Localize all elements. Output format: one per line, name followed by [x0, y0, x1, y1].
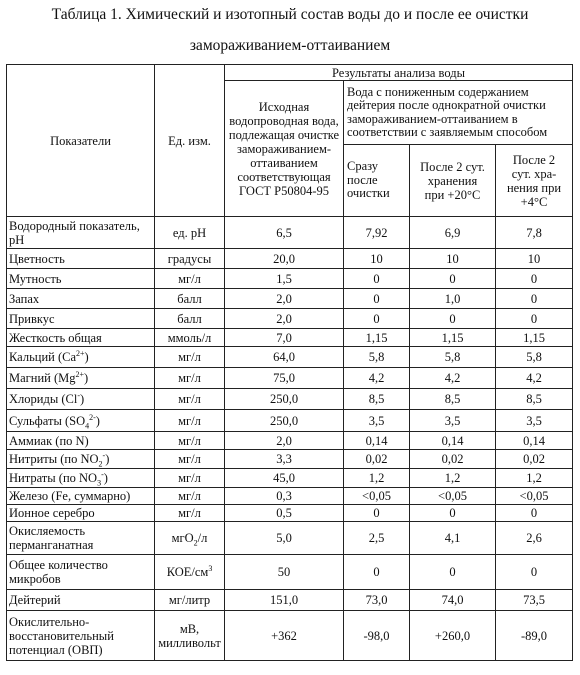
table-row	[7, 389, 573, 410]
after-2-days-4-header: После 2 сут. хра- нения при +4°С	[496, 145, 573, 217]
row-unit: балл	[155, 289, 225, 309]
cell-value: 20,0	[225, 249, 344, 269]
row-indicator: Жесткость общая	[7, 329, 155, 347]
row-unit: мг/л	[155, 269, 225, 289]
row-indicator: Дейтерий	[7, 590, 155, 611]
cell-value: 3,3	[225, 450, 344, 469]
cell-value: 4,2	[496, 368, 573, 389]
cell-value: 0,5	[225, 505, 344, 522]
table-row	[7, 611, 573, 661]
row-indicator: Сульфаты $(SO_4^{2-})$	[7, 410, 155, 432]
cell-value: 1,0	[410, 289, 496, 309]
cell-value: 50	[225, 555, 344, 590]
cell-value: 4,2	[344, 368, 410, 389]
row-unit: мг/л	[155, 450, 225, 469]
table-row	[7, 432, 573, 450]
row-unit: мВ, милливольт	[155, 611, 225, 661]
cell-value: 0	[410, 555, 496, 590]
cell-value: 1,15	[496, 329, 573, 347]
cell-value: 74,0	[410, 590, 496, 611]
cell-value: 0	[344, 269, 410, 289]
row-unit: мгО$_2$/л	[155, 522, 225, 555]
table-row	[7, 469, 573, 488]
cell-value: 250,0	[225, 389, 344, 410]
row-unit: мг/л	[155, 488, 225, 505]
row-unit: градусы	[155, 249, 225, 269]
cell-value: 0,14	[344, 432, 410, 450]
cell-value: 2,0	[225, 289, 344, 309]
cell-value: 0	[410, 309, 496, 329]
cell-value: 64,0	[225, 347, 344, 368]
table-row	[7, 289, 573, 309]
row-unit: балл	[155, 309, 225, 329]
row-unit: мг/л	[155, 469, 225, 488]
row-unit: мг/литр	[155, 590, 225, 611]
cell-value: 73,0	[344, 590, 410, 611]
cell-value: 0	[344, 505, 410, 522]
source-water-header: Исходная водопроводная вода, подлежащая очистке замораживанием-оттаиванием соответствующая ГОСТ Р50804-95	[225, 81, 344, 217]
table-row	[7, 217, 573, 249]
cell-value: 45,0	[225, 469, 344, 488]
cell-value: 6,5	[225, 217, 344, 249]
cell-value: 5,8	[344, 347, 410, 368]
table-row	[7, 488, 573, 505]
cell-value: 8,5	[496, 389, 573, 410]
row-unit: мг/л	[155, 368, 225, 389]
row-indicator: Ионное серебро	[7, 505, 155, 522]
cell-value: 4,1	[410, 522, 496, 555]
row-indicator: Общее количество микробов	[7, 555, 155, 590]
row-unit: мг/л	[155, 347, 225, 368]
cell-value: 2,5	[344, 522, 410, 555]
cell-value: 6,9	[410, 217, 496, 249]
cell-value: 8,5	[410, 389, 496, 410]
cell-value: 151,0	[225, 590, 344, 611]
row-indicator: Нитраты (по $NO_3^-$)	[7, 469, 155, 488]
cell-value: 4,2	[410, 368, 496, 389]
cell-value: 0,02	[496, 450, 573, 469]
row-indicator: Нитриты (по $NO_2^-$)	[7, 450, 155, 469]
row-indicator: Кальций $(Ca^{2+})$	[7, 347, 155, 368]
cell-value: 2,0	[225, 309, 344, 329]
cell-value: 3,5	[410, 410, 496, 432]
cell-value: 0	[410, 505, 496, 522]
row-unit: мг/л	[155, 432, 225, 450]
cell-value: 0,14	[410, 432, 496, 450]
row-unit: мг/л	[155, 505, 225, 522]
table-row	[7, 590, 573, 611]
cell-value: 1,15	[410, 329, 496, 347]
cell-value: 3,5	[344, 410, 410, 432]
table-row	[7, 522, 573, 555]
cell-value: 0,02	[410, 450, 496, 469]
cell-value: 0	[344, 309, 410, 329]
row-indicator: Окислительно-восстановительный потенциал (ОВП)	[7, 611, 155, 661]
row-indicator: Аммиак (по N)	[7, 432, 155, 450]
table-row	[7, 410, 573, 432]
cell-value: 10	[410, 249, 496, 269]
cell-value: 250,0	[225, 410, 344, 432]
table-row	[7, 555, 573, 590]
indicator-header: Показатели	[7, 65, 155, 217]
after-2-days-20-header: После 2 сут. хранения при +20°С	[410, 145, 496, 217]
cell-value: 5,0	[225, 522, 344, 555]
cell-value: +362	[225, 611, 344, 661]
row-indicator: Мутность	[7, 269, 155, 289]
cell-value: 0	[496, 309, 573, 329]
cell-value: 0	[496, 269, 573, 289]
water-analysis-table	[6, 64, 573, 661]
reduced-water-header: Вода с пониженным содержанием дейтерия после однократной очистки замораживанием-оттаиванием в соответствии с заявляемым способом	[344, 81, 573, 145]
table-row	[7, 450, 573, 469]
immediately-header: Сразу после очистки	[344, 145, 410, 217]
cell-value: 0	[344, 555, 410, 590]
table-row	[7, 249, 573, 269]
unit-header: Ед. изм.	[155, 65, 225, 217]
cell-value: 1,15	[344, 329, 410, 347]
table-row	[7, 309, 573, 329]
row-indicator: Окисляемость перманганатная	[7, 522, 155, 555]
cell-value: 7,8	[496, 217, 573, 249]
cell-value: 0	[496, 289, 573, 309]
cell-value: -98,0	[344, 611, 410, 661]
cell-value: 1,2	[410, 469, 496, 488]
row-unit: ед. рН	[155, 217, 225, 249]
cell-value: 7,0	[225, 329, 344, 347]
cell-value: 0,14	[496, 432, 573, 450]
cell-value: 1,5	[225, 269, 344, 289]
cell-value: <0,05	[344, 488, 410, 505]
row-indicator: Запах	[7, 289, 155, 309]
table-title: Таблица 1. Химический и изотопный состав воды до и после ее очистки	[51, 6, 529, 23]
row-indicator: Железо (Fe, суммарно)	[7, 488, 155, 505]
cell-value: 0,3	[225, 488, 344, 505]
cell-value: 0,02	[344, 450, 410, 469]
table-row	[7, 329, 573, 347]
row-unit: мг/л	[155, 389, 225, 410]
row-unit: мг/л	[155, 410, 225, 432]
cell-value: 7,92	[344, 217, 410, 249]
table-row	[7, 368, 573, 389]
table-subtitle: замораживанием-оттаиванием	[189, 37, 391, 54]
row-unit: КОЕ/$см^3$	[155, 555, 225, 590]
cell-value: 10	[496, 249, 573, 269]
cell-value: 0	[410, 269, 496, 289]
cell-value: 73,5	[496, 590, 573, 611]
cell-value: 2,6	[496, 522, 573, 555]
cell-value: 0	[344, 289, 410, 309]
row-unit: ммоль/л	[155, 329, 225, 347]
cell-value: 75,0	[225, 368, 344, 389]
cell-value: 0	[496, 505, 573, 522]
cell-value: 3,5	[496, 410, 573, 432]
cell-value: 5,8	[496, 347, 573, 368]
row-indicator: Магний $(Mg^{2+})$	[7, 368, 155, 389]
cell-value: 10	[344, 249, 410, 269]
cell-value: 5,8	[410, 347, 496, 368]
row-indicator: Цветность	[7, 249, 155, 269]
cell-value: <0,05	[496, 488, 573, 505]
cell-value: 8,5	[344, 389, 410, 410]
cell-value: <0,05	[410, 488, 496, 505]
cell-value: 2,0	[225, 432, 344, 450]
results-header: Результаты анализа воды	[225, 65, 573, 81]
row-indicator: Привкус	[7, 309, 155, 329]
cell-value: 1,2	[496, 469, 573, 488]
cell-value: 0	[496, 555, 573, 590]
cell-value: +260,0	[410, 611, 496, 661]
table-row	[7, 505, 573, 522]
cell-value: -89,0	[496, 611, 573, 661]
row-indicator: Водородный показатель, рН	[7, 217, 155, 249]
table-row	[7, 347, 573, 368]
table-row	[7, 269, 573, 289]
row-indicator: Хлориды (Cl-)	[7, 389, 155, 410]
cell-value: 1,2	[344, 469, 410, 488]
